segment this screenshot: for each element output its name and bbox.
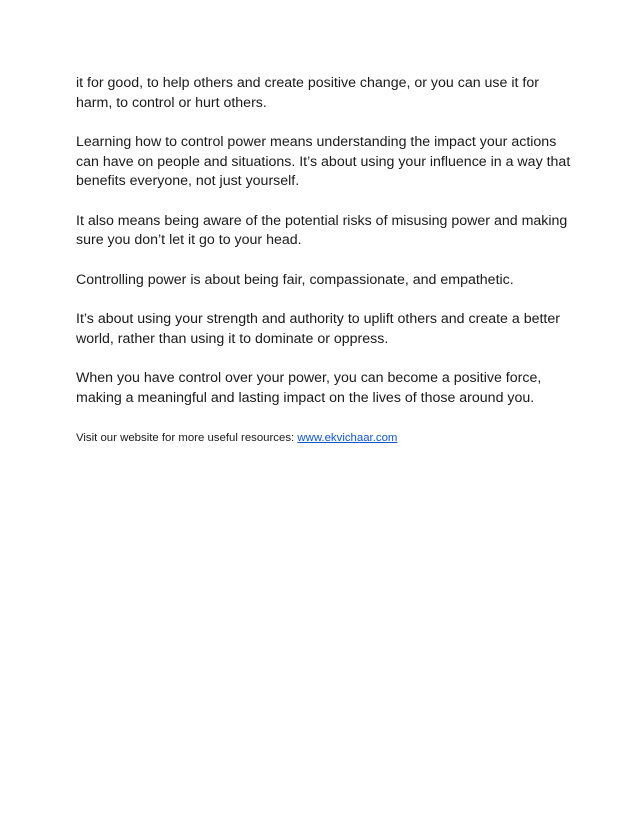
paragraph: It’s about using your strength and authority to uplift others and create a better world, rather than using it to dominate or oppress. <box>76 311 560 347</box>
paragraph: it for good, to help others and create positive change, or you can use it for harm, to control or hurt others. <box>76 75 539 111</box>
paragraph: It also means being aware of the potential risks of misusing power and making sure you don’t let it go to your head. <box>76 212 568 248</box>
footer-note <box>76 430 576 446</box>
paragraph: Controlling power is about being fair, compassionate, and empathetic. <box>76 271 514 288</box>
document-body <box>76 74 576 446</box>
footer-text: Visit our website for more useful resources: <box>76 432 298 444</box>
paragraph: Learning how to control power means understanding the impact your actions can have on people and situations. It’s about using your influence in a way that benefits everyone, not just yourself. <box>76 134 571 189</box>
website-link[interactable]: www.ekvichaar.com <box>297 432 398 444</box>
paragraph: When you have control over your power, you can become a positive force, making a meaningful and lasting impact on the lives of those around you. <box>76 370 542 406</box>
